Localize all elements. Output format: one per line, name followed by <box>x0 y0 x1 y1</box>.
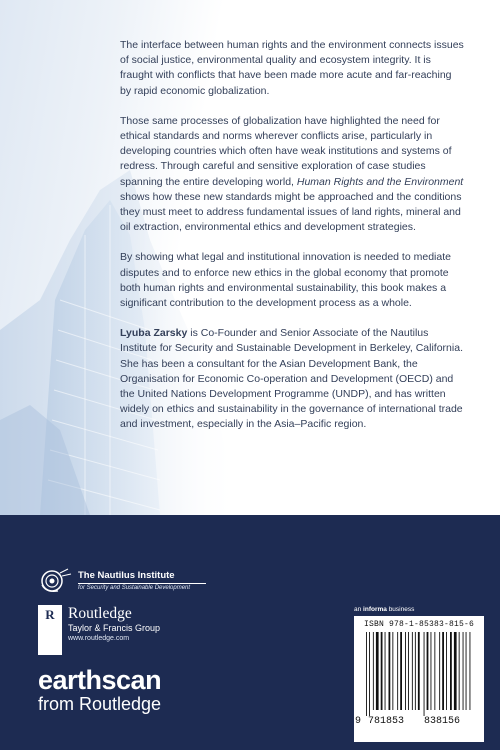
routledge-spine-text: ROUTLEDGE <box>65 625 70 653</box>
routledge-url: www.routledge.com <box>68 635 130 642</box>
barcode-bar <box>373 632 374 710</box>
nautilus-institute-name: The Nautilus Institute <box>78 569 175 581</box>
barcode-digits-left: 781853 <box>368 716 405 727</box>
routledge-spine-mark-icon <box>38 605 70 655</box>
earthscan-logo <box>38 667 161 714</box>
book-title: Human Rights and the Environment <box>296 175 464 188</box>
barcode-bar <box>366 632 367 716</box>
barcode-bar <box>369 632 370 716</box>
nautilus-institute-logo <box>38 565 206 595</box>
barcode-bar <box>463 632 464 710</box>
routledge-logo <box>38 605 160 655</box>
barcode-bar <box>415 632 416 710</box>
barcode-bar <box>470 632 471 710</box>
barcode-bar <box>385 632 386 710</box>
barcode-bar <box>424 632 425 716</box>
informa-business-label: an informa business <box>354 606 415 613</box>
barcode-bar <box>389 632 391 710</box>
barcode-bar <box>427 632 429 710</box>
blurb-paragraph-2: Those same processes of globalization have highlighted the need for ethical standards and norms wherever conflicts arise, particularly in developing countries which often have weak institutions and systems of redress. Through careful and sensitive exploration of case studies spanning the entire developing world, Human Rights and the Environment shows how these new standards might be approached and the conditions they must meet to address fundamental issues of land rights, mineral and oil extraction, environmental ethics and development strategies. <box>120 114 464 234</box>
barcode-bar <box>400 632 402 710</box>
author-bio: Lyuba Zarsky is Co-Founder and Senior Associate of the Nautilus Institute for Security and Sustainable Development in Berkeley, California. She has been a consultant for the Asian Development Bank, the Organisation for Economic Co-operation and Development (OECD) and the United Nations Development Programme (UNDP), and has written widely on ethics and sustainability in the governance of international trade and investment, especially in the Asia–Pacific region. <box>120 327 463 431</box>
barcode-bar <box>392 632 393 710</box>
barcode-bar <box>376 632 379 710</box>
barcode-bar <box>397 632 398 710</box>
barcode-bar <box>431 632 432 710</box>
blurb-paragraph-1: The interface between human rights and the environment connects issues of social justice, environmental quality and ecosystem integrity. It is fraught with conflicts that have been made more acute and far-reaching by rapid economic globalization. <box>120 39 464 97</box>
barcode-bar <box>412 632 413 710</box>
barcode-bar <box>454 632 457 710</box>
isbn-barcode <box>354 616 484 742</box>
publisher-band <box>0 515 500 750</box>
barcode-bar <box>405 632 406 710</box>
barcode-bar <box>466 632 467 710</box>
nautilus-divider <box>78 583 206 584</box>
barcode-digits-right: 838156 <box>424 716 461 727</box>
routledge-name: Routledge <box>68 605 132 622</box>
barcode-bar <box>459 632 460 710</box>
routledge-group: Taylor & Francis Group <box>68 623 161 633</box>
barcode-bar <box>450 632 452 710</box>
blurb-paragraph-3: By showing what legal and institutional innovation is needed to mediate disputes and to enforce new ethics in the global economy that promote both human rights and environmental sustainability, this book makes a significant contribution to the development process as a whole. <box>120 251 451 310</box>
svg-text:R: R <box>45 607 55 622</box>
barcode-bar <box>439 632 440 710</box>
barcode-bar <box>408 632 409 710</box>
barcode-bar <box>381 632 383 710</box>
barcode-bar <box>446 632 447 710</box>
barcode-bar <box>418 632 420 710</box>
isbn-number: ISBN 978-1-85383-815-6 <box>363 620 475 629</box>
back-cover-blurb <box>120 38 465 448</box>
earthscan-name: earthscan <box>38 665 162 695</box>
earthscan-from-routledge: from Routledge <box>38 694 162 714</box>
author-name: Lyuba Zarsky <box>120 327 188 340</box>
nautilus-shell-icon <box>38 565 76 595</box>
barcode-bars <box>362 632 476 716</box>
barcode-bar <box>442 632 444 710</box>
barcode-digit-prefix: 9 <box>355 716 362 727</box>
barcode-bar <box>434 632 435 710</box>
nautilus-tagline: for Security and Sustainable Development <box>78 584 191 591</box>
